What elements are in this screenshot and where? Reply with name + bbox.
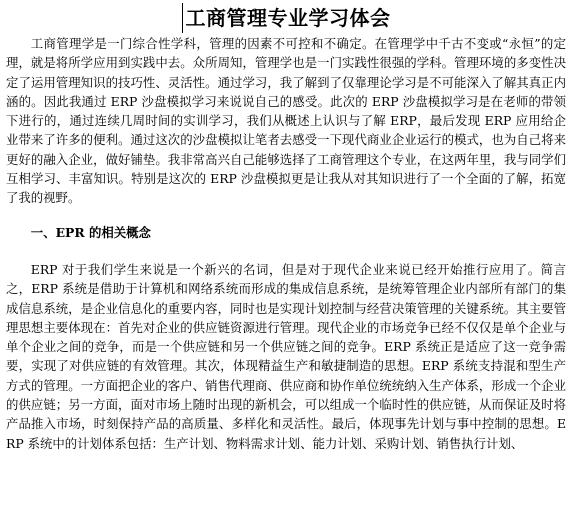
intro-paragraph: 工商管理学是一门综合性学科，管理的因素不可控和不确定。在管理学中千古不变或“永恒”的定理，就是将所学应用到实践中去。众所周知，管理学也是一门实践性很强的学科。管理环境的多变性决定了运用管理知识的技巧性、灵活性。通过学习，我了解到了仅靠理论学习是不可能深入了解其真正内涵的。因此我通过 ERP 沙盘模拟学习来说说自己的感受。此次的 ERP 沙盘模拟学习是在老师的带领下进行的，通过连续几周时间的实训学习，我们从概述上认识与了解 ERP，最后发现 ERP 应用给企业带来了许多的便利。通过这次的沙盘模拟让笔者去感受一下现代商业企业运行的模式，也为自己将来更好的融入企业，做好铺垫。我非常高兴自己能够选择了工商管理这个专业，在这两年里，我与同学们互相学习、丰富知识。特别是这次的 ERP 沙盘模拟更是让我从对其知识进行了一个全面的了解，拓宽了我的视野。 bbox=[6, 36, 566, 206]
document-title: 工商管理专业学习体会 bbox=[182, 3, 391, 33]
section-heading: 一、EPR 的相关概念 bbox=[30, 224, 151, 240]
section-paragraph: ERP 对于我们学生来说是一个新兴的名词，但是对于现代企业来说已经开始推行应用了。简言之，ERP 系统是借助于计算机和网络系统而形成的集成信息系统，是统筹管理企业内部所有部门的集成信息系统，是企业信息化的重要内容，同时也是实现计划控制与经营决策管理的关键系统。其主要管理思想主要体现在：首先对企业的供应链资源进行管理。现代企业的市场竞争已经不仅仅是单个企业与单个企业之间的竞争，而是一个供应链和另一个供应链之间的竞争。ERP 系统正是适应了这一竞争需要，实现了对供应链的有效管理。其次，体现精益生产和敏捷制造的思想。ERP 系统支持混和型生产方式的管理。一方面把企业的客户、销售代理商、供应商和协作单位统统纳入生产体系，形成一个企业的供应链；另一方面，面对市场上随时出现的新机会，可以组成一个临时性的供应链，从而保证及时将产品推入市场，时刻保持产品的高质量、多样化和灵活性。最后，体现事先计划与事中控制的思想。ERP 系统中的计划体系包括：生产计划、物料需求计划、能力计划、采购计划、销售执行计划、 bbox=[6, 261, 566, 451]
title-container bbox=[6, 0, 566, 34]
